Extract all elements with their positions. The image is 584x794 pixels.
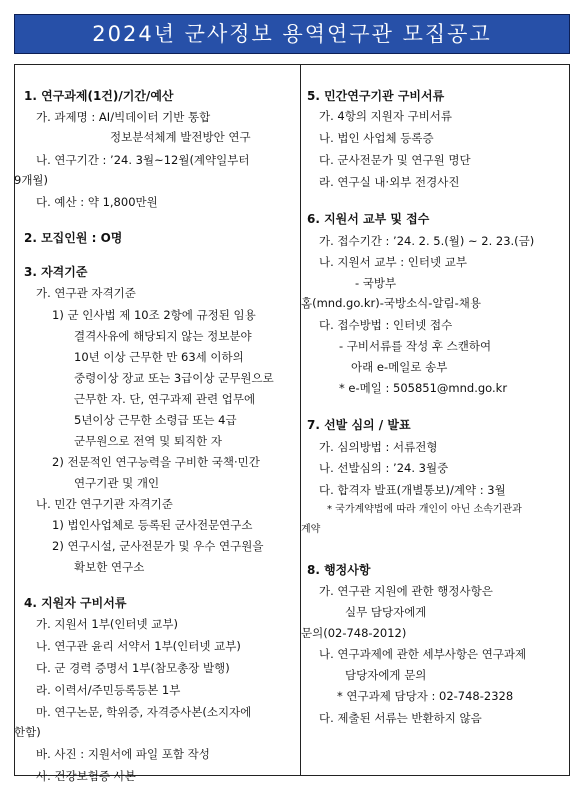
text-line: 가. 연구관 자격기준: [36, 286, 136, 300]
text-line: 나. 연구기간 : ’24. 3월~12월(계약일부터: [36, 153, 250, 167]
text-line: 다. 군사전문가 및 연구원 명단: [319, 153, 471, 167]
text-line: 실무 담당자에게: [345, 605, 427, 619]
text-line: 가. 지원서 1부(인터넷 교부): [36, 617, 179, 631]
text-line: 2) 전문적인 연구능력을 구비한 국책·민간: [52, 455, 260, 469]
text-line: 라. 이력서/주민등록등본 1부: [36, 683, 181, 697]
text-line: * 연구과제 담당자 : 02-748-2328: [337, 689, 514, 703]
text-line: 가. 접수기간 : ’24. 2. 5.(월) ~ 2. 23.(금): [319, 234, 535, 248]
text-line: 바. 사진 : 지원서에 파일 포함 작성: [36, 747, 210, 761]
text-line: 다. 접수방법 : 인터넷 접수: [319, 318, 453, 332]
section-heading: 7. 선발 심의 / 발표: [307, 418, 411, 432]
text-line: 가. 과제명 : AI/빅데이터 기반 통합: [36, 110, 211, 124]
text-line: 연구기관 및 개인: [74, 476, 160, 490]
text-line: 1) 군 인사법 제 10조 2항에 규정된 임용: [52, 308, 256, 322]
column-divider: [300, 64, 301, 776]
text-line: 근무한 자. 단, 연구과제 관련 업무에: [74, 392, 256, 406]
section-heading: 8. 행정사항: [307, 563, 371, 577]
section-heading: 1. 연구과제(1건)/기간/예산: [24, 89, 174, 103]
text-line: 나. 법인 사업체 등록증: [319, 131, 434, 145]
text-line: 중령이상 장교 또는 3급이상 군무원으로: [74, 371, 274, 385]
text-line: * 국가계약법에 따라 개인이 아닌 소속기관과: [327, 504, 522, 515]
section-heading: 6. 지원서 교부 및 접수: [307, 212, 430, 226]
text-line: 계약: [301, 524, 321, 535]
text-line: 가. 4항의 지원자 구비서류: [319, 109, 453, 123]
text-line: 나. 선발심의 : ’24. 3월중: [319, 461, 449, 475]
section-heading: 4. 지원자 구비서류: [24, 596, 127, 610]
text-line: 가. 연구관 지원에 관한 행정사항은: [319, 584, 493, 598]
text-line: * e-메일 : 505851@mnd.go.kr: [339, 381, 508, 395]
text-line: 사. 건강보험증 사본: [36, 769, 136, 783]
text-line: 한함): [14, 725, 41, 739]
text-line: 가. 심의방법 : 서류전형: [319, 440, 438, 454]
text-line: 2) 연구시설, 군사전문가 및 우수 연구원을: [52, 539, 264, 553]
text-line: 9개월): [14, 173, 49, 187]
text-line: 정보분석체계 발전방안 연구: [110, 130, 251, 144]
text-line: 마. 연구논문, 학위증, 자격증사본(소지자에: [36, 705, 252, 719]
section-heading: 2. 모집인원 : O명: [24, 231, 123, 245]
text-line: 나. 연구과제에 관한 세부사항은 연구과제: [319, 647, 527, 661]
text-line: 담당자에게 문의: [345, 668, 427, 682]
text-line: 결격사유에 해당되지 않는 정보분야: [74, 329, 252, 343]
text-line: 홈(mnd.go.kr)-국방소식-알림-채용: [301, 296, 482, 310]
page-title: 2024년 군사정보 용역연구관 모집공고: [14, 14, 570, 54]
text-line: 다. 군 경력 증명서 1부(참모총장 발행): [36, 661, 230, 675]
text-line: 나. 지원서 교부 : 인터넷 교부: [319, 255, 468, 269]
text-line: 군무원으로 전역 및 퇴직한 자: [74, 434, 222, 448]
section-heading: 5. 민간연구기관 구비서류: [307, 89, 445, 103]
text-line: 다. 합격자 발표(개별통보)/계약 : 3월: [319, 483, 506, 497]
text-line: 문의(02-748-2012): [301, 626, 407, 640]
text-line: 나. 연구관 윤리 서약서 1부(인터넷 교부): [36, 639, 241, 653]
text-line: - 국방부: [355, 276, 397, 290]
text-line: 라. 연구실 내·외부 전경사진: [319, 175, 460, 189]
text-line: 10년 이상 근무한 만 63세 이하의: [74, 350, 244, 364]
text-line: 1) 법인사업체로 등록된 군사전문연구소: [52, 518, 253, 532]
text-line: 확보한 연구소: [74, 560, 145, 574]
text-line: 다. 제출된 서류는 반환하지 않음: [319, 711, 482, 725]
text-line: 나. 민간 연구기관 자격기준: [36, 497, 173, 511]
text-line: 5년이상 근무한 소령급 또는 4급: [74, 413, 237, 427]
section-heading: 3. 자격기준: [24, 265, 88, 279]
text-line: - 구비서류를 작성 후 스캔하여: [339, 339, 492, 353]
text-line: 아래 e-메일로 송부: [351, 360, 448, 374]
text-line: 다. 예산 : 약 1,800만원: [36, 195, 158, 209]
